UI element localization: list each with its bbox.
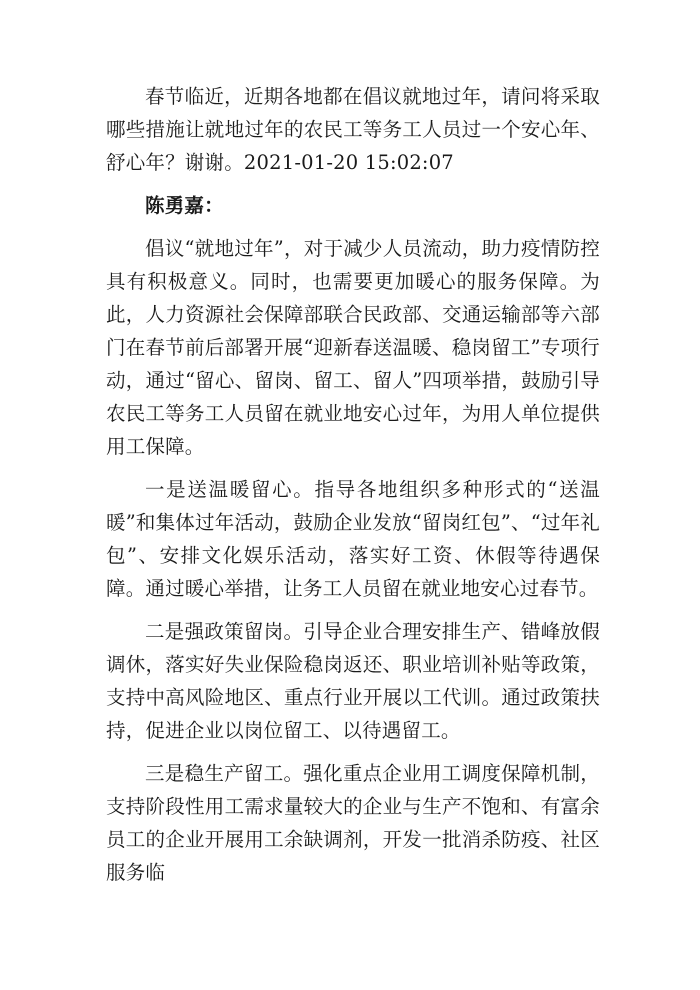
measure-one-paragraph: 一是送温暖留心。指导各地组织多种形式的“送温暖”和集体过年活动，鼓励企业发放“留岗红包”、“过年礼包”、安排文化娱乐活动，落实好工资、休假等待遇保障。通过暖心举措，让务工人员留在就业地安心过春节。 — [106, 478, 600, 600]
measure-two-paragraph: 二是强政策留岗。引导企业合理安排生产、错峰放假调休，落实好失业保险稳岗返还、职业培训补贴等政策，支持中高风险地区、重点行业开展以工代训。通过政策扶持，促进企业以岗位留工、以待遇留工。 — [106, 620, 600, 742]
answer-intro-paragraph: 倡议“就地过年”，对于减少人员流动，助力疫情防控具有积极意义。同时，也需要更加暖心的服务保障。为此，人力资源社会保障部联合民政部、交通运输部等六部门在春节前后部署开展“迎新春送温暖、稳岗留工”专项行动，通过“留心、留岗、留工、留人”四项举措，鼓励引导农民工等务工人员留在就业地安心过年，为用人单位提供用工保障。 — [106, 237, 600, 458]
document-body — [106, 80, 600, 899]
question-paragraph: 春节临近，近期各地都在倡议就地过年，请问将采取哪些措施让就地过年的农民工等务工人员过一个安心年、舒心年？谢谢。2021-01-20 15:02:07 — [106, 85, 600, 174]
speaker-name: 陈勇嘉： — [145, 194, 224, 217]
measure-three-paragraph: 三是稳生产留工。强化重点企业用工调度保障机制，支持阶段性用工需求量较大的企业与生产不饱和、有富余员工的企业开展用工余缺调剂，开发一批消杀防疫、社区服务临 — [106, 762, 600, 884]
